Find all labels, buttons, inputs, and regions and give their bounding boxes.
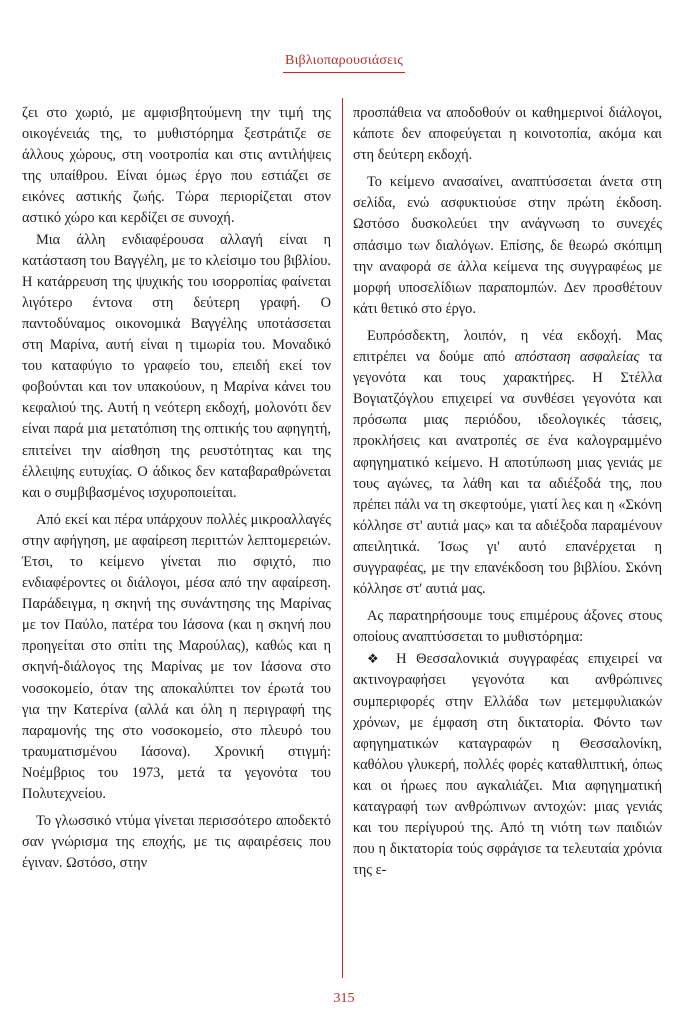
section-title: Βιβλιοπαρουσιάσεις — [283, 53, 405, 73]
paragraph: Το γλωσσικό ντύμα γίνεται περισσότερο αποδεκτό σαν γνώρισμα της εποχής, με τις αφαιρέσεις που έγιναν. Ωστόσο, στην — [22, 813, 331, 872]
paragraph: Από εκεί και πέρα υπάρχουν πολλές μικροαλλαγές στην αφήγηση, με αφαίρεση περιττών λεπτομερειών. Έτσι, το κείμενο γίνεται πιο σφιχτό, πιο ενδιαφέροντες οι διάλογοι, μέσα από την αφαίρεση. Παράδειγμα, η σκηνή της συνάντησης της Μαρίνας με τον Παύλο, πατέρα του Ιάσονα (και η σκηνή που προηγείται στο σπίτι της Μαρούλας), καθώς και η σκηνή-διάλογος της Μαρίνας με τον Ιάσονα στο νοσοκομείο, όταν της αποκαλύπτει τον έρωτά του για την Κατερίνα (αλλά και όλη η περιγραφή της παραμονής της στο νοσοκομείο, στο πλευρό του τραυματισμένου Ιάσονα). Χρονική στιγμή: Νοέμβριος του 1973, μετά τα γεγονότα του Πολυτεχνείου. — [22, 511, 331, 802]
italic-phrase: απόσταση ασφαλείας — [514, 349, 640, 366]
column-divider — [342, 98, 343, 978]
paragraph — [353, 326, 662, 600]
paragraph-text: τα γεγονότα και τους χαρακτήρες. Η Στέλλα Βογιατζόγλου επιχειρεί να συνθέσει γεγονότα και πρόσωπα μιας περιόδου, ιδεολογικές τάσεις, προκλήσεις και ανατροπές σε ένα καλογραμμένο αφηγηματικό κείμενο. Η αποτύπωση μιας γενιάς με τους αγώνες, τα λάθη και τα αδιέξοδά της, που πρέπει πάλι να τη σκεφτούμε, γιατί λες και η «Σκόνη κόλλησε στ' αυτιά μας» και τα αδιέξοδα παραμένουν απειλητικά. Ίσως γι' αυτό επανέρχεται η συγγραφέας, με την επανέκδοση του βιβλίου. Σκόνη κόλλησε στ' αυτιά μας. — [353, 349, 662, 598]
paragraph: Μια άλλη ενδιαφέρουσα αλλαγή είναι η κατάσταση του Βαγγέλη, με το κλείσιμο του βιβλίου. Η κατάρρευση της ψυχικής του ισορροπίας φαίνεται λιγότερο έντονα στη δεύτερη γραφή. Ο παντοδύναμος οικονομικά Βαγγέλης υποτάσσεται στη Μαρίνα, αυτή είναι η τιμωρία του. Μοναδικό του καταφύγιο το γραφείο του, επειδή εκεί τον φοβούνται και τον υπακούουν, η Μαρίνα κάνει του κεφαλιού της. Αυτή η νεότερη εκδοχή, μολονότι δεν είναι παρά μια μετατόπιση της οπτικής του αφηγητή, επιτείνει την αίσθηση της ρευστότητας και της έλλειψης ευτυχίας. Ο άδικος δεν καταβαραθρώνεται και ο συμβιβασμένος ισχυροποιείται. — [22, 231, 331, 501]
paragraph-text: Ευπρόσδεκτη, λοιπόν, η νέα εκδοχή. Μας επιτρέπει να δούμε από — [353, 327, 662, 366]
paragraph: Το κείμενο ανασαίνει, αναπτύσσεται άνετα στη σελίδα, ενώ ασφυκτιούσε στην πρώτη έκδοση. Ωστόσο δυσκολεύει την ανάγνωση το συνεχές σπάσιμο των διαλόγων. Επίσης, δε θεωρώ σκόπιμη την αναφορά σε άλλα κείμενα της συγγραφέως με μορφή υποσελίδιων παραπομπών. Δεν προσθέτουν κάτι θετικό στο έργο. — [353, 174, 662, 317]
paragraph: προσπάθεια να αποδοθούν οι καθημερινοί διάλογοι, κάποτε δεν αποφεύγεται η κοινοτοπία, ακόμα και στη δεύτερη εκδοχή. — [353, 105, 662, 164]
paragraph: ζει στο χωριό, με αμφισβητούμενη την τιμή της οικογένειάς της, το μυθιστόρημα ξεστράτιζε σε άλλους χώρους, στη νοοτροπία και στις αντιλήψεις της υπαίθρου. Είναι όμως έργο που εστιάζει σε εικόνες αστικής ζωής. Τώρα περιορίζεται στον αστικό χώρο και κερδίζει σε συνοχή. — [22, 105, 331, 227]
right-column — [353, 103, 662, 881]
running-header — [0, 51, 688, 73]
page-number: 315 — [333, 991, 355, 1006]
paragraph: Ας παρατηρήσουμε τους επιμέρους άξονες στους οποίους αναπτύσσεται το μυθιστόρημα: — [353, 608, 662, 646]
diamond-bullet-icon: ❖ — [367, 651, 385, 667]
left-column — [22, 103, 331, 874]
bullet-paragraph — [353, 648, 662, 881]
paragraph-text: Η Θεσσαλονικιά συγγραφέας επιχειρεί να ακτινογραφήσει γεγονότα και ανθρώπινες συμπεριφορές στην Ελλάδα των μετεμφυλιακών χρόνων, με έμφαση στη δικτατορία. Φόντο των αφηγηματικών καταγραφών η Θεσσαλονίκη, καθόλου γλυκερή, πολλές φορές καταθλιπτική, όπως και οι ήρωες που αγκαλιάζει. Μια αφηγηματική καταγραφή των ανθρώπινων αντοχών: μιας γενιάς και του περίγυρού της. Από τη νιότη των παιδιών που η δικτατορία τούς σφράγισε τα τελευταία χρόνια της ε- — [353, 651, 662, 879]
